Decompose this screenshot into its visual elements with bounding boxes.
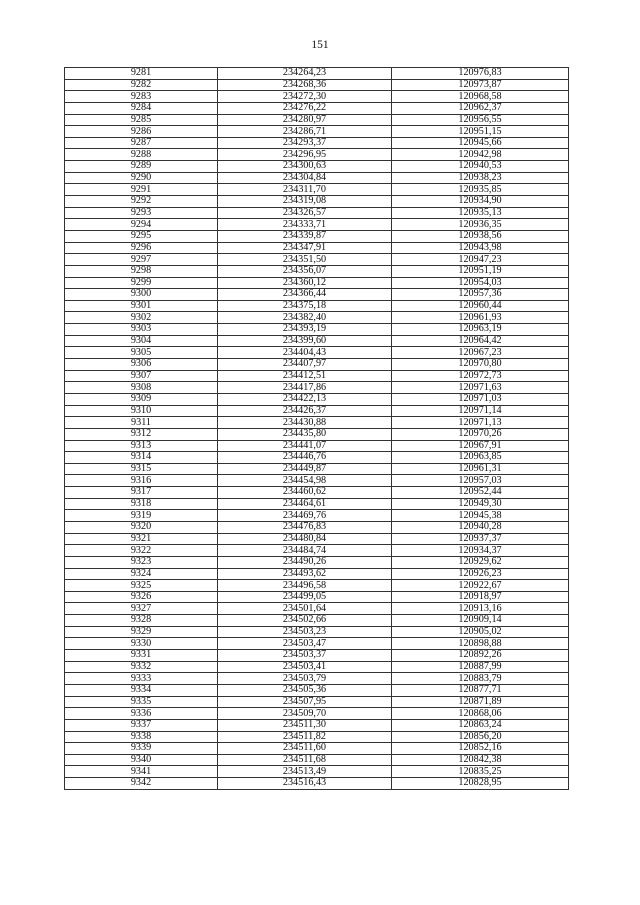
- x-coordinate-cell: 234511,60: [218, 743, 392, 755]
- y-coordinate-cell: 120951,15: [392, 126, 569, 138]
- y-coordinate-cell: 120949,30: [392, 498, 569, 510]
- y-coordinate-cell: 120952,44: [392, 487, 569, 499]
- point-number-cell: 9327: [65, 603, 218, 615]
- point-number-cell: 9341: [65, 766, 218, 778]
- point-number-cell: 9316: [65, 475, 218, 487]
- table-row: [65, 359, 569, 371]
- point-number-cell: 9281: [65, 68, 218, 80]
- x-coordinate-cell: 234422,13: [218, 393, 392, 405]
- table-row: [65, 591, 569, 603]
- x-coordinate-cell: 234407,97: [218, 359, 392, 371]
- y-coordinate-cell: 120960,44: [392, 300, 569, 312]
- page-number: 151: [311, 39, 329, 51]
- point-number-cell: 9288: [65, 149, 218, 161]
- y-coordinate-cell: 120973,87: [392, 79, 569, 91]
- table-row: [65, 324, 569, 336]
- y-coordinate-cell: 120934,37: [392, 545, 569, 557]
- table-row: [65, 149, 569, 161]
- x-coordinate-cell: 234382,40: [218, 312, 392, 324]
- y-coordinate-cell: 120863,24: [392, 719, 569, 731]
- y-coordinate-cell: 120937,37: [392, 533, 569, 545]
- table-row: [65, 556, 569, 568]
- x-coordinate-cell: 234412,51: [218, 370, 392, 382]
- point-number-cell: 9282: [65, 79, 218, 91]
- point-number-cell: 9335: [65, 696, 218, 708]
- table-row: [65, 743, 569, 755]
- y-coordinate-cell: 120956,55: [392, 114, 569, 126]
- y-coordinate-cell: 120856,20: [392, 731, 569, 743]
- x-coordinate-cell: 234490,26: [218, 556, 392, 568]
- table-row: [65, 626, 569, 638]
- x-coordinate-cell: 234304,84: [218, 172, 392, 184]
- table-row: [65, 335, 569, 347]
- table-row: [65, 428, 569, 440]
- table-row: [65, 370, 569, 382]
- x-coordinate-cell: 234430,88: [218, 417, 392, 429]
- table-row: [65, 684, 569, 696]
- point-number-cell: 9294: [65, 219, 218, 231]
- table-row: [65, 300, 569, 312]
- point-number-cell: 9315: [65, 463, 218, 475]
- point-number-cell: 9338: [65, 731, 218, 743]
- x-coordinate-cell: 234319,08: [218, 196, 392, 208]
- point-number-cell: 9325: [65, 580, 218, 592]
- x-coordinate-cell: 234399,60: [218, 335, 392, 347]
- y-coordinate-cell: 120951,19: [392, 265, 569, 277]
- y-coordinate-cell: 120892,26: [392, 650, 569, 662]
- y-coordinate-cell: 120943,98: [392, 242, 569, 254]
- point-number-cell: 9296: [65, 242, 218, 254]
- x-coordinate-cell: 234276,22: [218, 102, 392, 114]
- y-coordinate-cell: 120828,95: [392, 778, 569, 790]
- y-coordinate-cell: 120883,79: [392, 673, 569, 685]
- point-number-cell: 9305: [65, 347, 218, 359]
- table-row: [65, 603, 569, 615]
- point-number-cell: 9328: [65, 615, 218, 627]
- table-row: [65, 580, 569, 592]
- y-coordinate-cell: 120971,03: [392, 393, 569, 405]
- x-coordinate-cell: 234460,62: [218, 487, 392, 499]
- point-number-cell: 9297: [65, 254, 218, 266]
- table-row: [65, 615, 569, 627]
- table-row: [65, 778, 569, 790]
- table-row: [65, 393, 569, 405]
- table-row: [65, 521, 569, 533]
- point-number-cell: 9306: [65, 359, 218, 371]
- y-coordinate-cell: 120905,02: [392, 626, 569, 638]
- y-coordinate-cell: 120913,16: [392, 603, 569, 615]
- y-coordinate-cell: 120957,03: [392, 475, 569, 487]
- y-coordinate-cell: 120926,23: [392, 568, 569, 580]
- y-coordinate-cell: 120909,14: [392, 615, 569, 627]
- table-row: [65, 638, 569, 650]
- x-coordinate-cell: 234513,49: [218, 766, 392, 778]
- x-coordinate-cell: 234351,50: [218, 254, 392, 266]
- table-row: [65, 184, 569, 196]
- y-coordinate-cell: 120962,37: [392, 102, 569, 114]
- point-number-cell: 9332: [65, 661, 218, 673]
- point-number-cell: 9322: [65, 545, 218, 557]
- table-row: [65, 452, 569, 464]
- table-row: [65, 172, 569, 184]
- coordinates-table: [64, 67, 569, 790]
- point-number-cell: 9310: [65, 405, 218, 417]
- point-number-cell: 9301: [65, 300, 218, 312]
- table-row: [65, 475, 569, 487]
- x-coordinate-cell: 234417,86: [218, 382, 392, 394]
- x-coordinate-cell: 234360,12: [218, 277, 392, 289]
- y-coordinate-cell: 120961,31: [392, 463, 569, 475]
- point-number-cell: 9290: [65, 172, 218, 184]
- table-row: [65, 533, 569, 545]
- point-number-cell: 9299: [65, 277, 218, 289]
- y-coordinate-cell: 120918,97: [392, 591, 569, 603]
- y-coordinate-cell: 120935,13: [392, 207, 569, 219]
- y-coordinate-cell: 120934,90: [392, 196, 569, 208]
- x-coordinate-cell: 234493,62: [218, 568, 392, 580]
- y-coordinate-cell: 120971,63: [392, 382, 569, 394]
- point-number-cell: 9331: [65, 650, 218, 662]
- table-row: [65, 661, 569, 673]
- y-coordinate-cell: 120868,06: [392, 708, 569, 720]
- table-row: [65, 766, 569, 778]
- point-number-cell: 9326: [65, 591, 218, 603]
- x-coordinate-cell: 234511,82: [218, 731, 392, 743]
- x-coordinate-cell: 234272,30: [218, 91, 392, 103]
- y-coordinate-cell: 120852,16: [392, 743, 569, 755]
- x-coordinate-cell: 234503,47: [218, 638, 392, 650]
- x-coordinate-cell: 234347,91: [218, 242, 392, 254]
- table-row: [65, 207, 569, 219]
- x-coordinate-cell: 234300,63: [218, 161, 392, 173]
- y-coordinate-cell: 120967,91: [392, 440, 569, 452]
- x-coordinate-cell: 234435,80: [218, 428, 392, 440]
- x-coordinate-cell: 234503,23: [218, 626, 392, 638]
- x-coordinate-cell: 234480,84: [218, 533, 392, 545]
- y-coordinate-cell: 120961,93: [392, 312, 569, 324]
- point-number-cell: 9287: [65, 137, 218, 149]
- y-coordinate-cell: 120945,38: [392, 510, 569, 522]
- table-row: [65, 347, 569, 359]
- y-coordinate-cell: 120938,56: [392, 230, 569, 242]
- point-number-cell: 9303: [65, 324, 218, 336]
- point-number-cell: 9339: [65, 743, 218, 755]
- y-coordinate-cell: 120887,99: [392, 661, 569, 673]
- x-coordinate-cell: 234311,70: [218, 184, 392, 196]
- x-coordinate-cell: 234446,76: [218, 452, 392, 464]
- x-coordinate-cell: 234356,07: [218, 265, 392, 277]
- x-coordinate-cell: 234293,37: [218, 137, 392, 149]
- y-coordinate-cell: 120945,66: [392, 137, 569, 149]
- table-row: [65, 568, 569, 580]
- table-row: [65, 265, 569, 277]
- x-coordinate-cell: 234502,66: [218, 615, 392, 627]
- y-coordinate-cell: 120842,38: [392, 754, 569, 766]
- x-coordinate-cell: 234484,74: [218, 545, 392, 557]
- table-row: [65, 463, 569, 475]
- table-row: [65, 79, 569, 91]
- point-number-cell: 9330: [65, 638, 218, 650]
- table-row: [65, 731, 569, 743]
- table-row: [65, 161, 569, 173]
- x-coordinate-cell: 234509,70: [218, 708, 392, 720]
- point-number-cell: 9312: [65, 428, 218, 440]
- table-row: [65, 487, 569, 499]
- table-row: [65, 545, 569, 557]
- table-row: [65, 91, 569, 103]
- point-number-cell: 9329: [65, 626, 218, 638]
- x-coordinate-cell: 234449,87: [218, 463, 392, 475]
- point-number-cell: 9289: [65, 161, 218, 173]
- point-number-cell: 9336: [65, 708, 218, 720]
- x-coordinate-cell: 234469,76: [218, 510, 392, 522]
- point-number-cell: 9285: [65, 114, 218, 126]
- y-coordinate-cell: 120957,36: [392, 289, 569, 301]
- x-coordinate-cell: 234366,44: [218, 289, 392, 301]
- x-coordinate-cell: 234503,41: [218, 661, 392, 673]
- x-coordinate-cell: 234268,36: [218, 79, 392, 91]
- point-number-cell: 9307: [65, 370, 218, 382]
- x-coordinate-cell: 234503,37: [218, 650, 392, 662]
- table-row: [65, 196, 569, 208]
- point-number-cell: 9337: [65, 719, 218, 731]
- table-row: [65, 230, 569, 242]
- point-number-cell: 9284: [65, 102, 218, 114]
- table-row: [65, 417, 569, 429]
- y-coordinate-cell: 120968,58: [392, 91, 569, 103]
- point-number-cell: 9317: [65, 487, 218, 499]
- point-number-cell: 9318: [65, 498, 218, 510]
- x-coordinate-cell: 234393,19: [218, 324, 392, 336]
- point-number-cell: 9323: [65, 556, 218, 568]
- y-coordinate-cell: 120938,23: [392, 172, 569, 184]
- x-coordinate-cell: 234511,30: [218, 719, 392, 731]
- point-number-cell: 9342: [65, 778, 218, 790]
- y-coordinate-cell: 120940,53: [392, 161, 569, 173]
- table-row: [65, 289, 569, 301]
- table-row: [65, 673, 569, 685]
- table-row: [65, 754, 569, 766]
- y-coordinate-cell: 120922,67: [392, 580, 569, 592]
- x-coordinate-cell: 234499,05: [218, 591, 392, 603]
- point-number-cell: 9314: [65, 452, 218, 464]
- table-row: [65, 137, 569, 149]
- x-coordinate-cell: 234264,23: [218, 68, 392, 80]
- y-coordinate-cell: 120954,03: [392, 277, 569, 289]
- x-coordinate-cell: 234404,43: [218, 347, 392, 359]
- x-coordinate-cell: 234441,07: [218, 440, 392, 452]
- y-coordinate-cell: 120970,26: [392, 428, 569, 440]
- point-number-cell: 9309: [65, 393, 218, 405]
- table-row: [65, 719, 569, 731]
- y-coordinate-cell: 120936,35: [392, 219, 569, 231]
- point-number-cell: 9295: [65, 230, 218, 242]
- table-row: [65, 440, 569, 452]
- x-coordinate-cell: 234505,36: [218, 684, 392, 696]
- x-coordinate-cell: 234516,43: [218, 778, 392, 790]
- point-number-cell: 9321: [65, 533, 218, 545]
- point-number-cell: 9324: [65, 568, 218, 580]
- y-coordinate-cell: 120971,14: [392, 405, 569, 417]
- table-row: [65, 382, 569, 394]
- x-coordinate-cell: 234476,83: [218, 521, 392, 533]
- y-coordinate-cell: 120947,23: [392, 254, 569, 266]
- point-number-cell: 9313: [65, 440, 218, 452]
- y-coordinate-cell: 120963,85: [392, 452, 569, 464]
- table-row: [65, 405, 569, 417]
- y-coordinate-cell: 120967,23: [392, 347, 569, 359]
- y-coordinate-cell: 120971,13: [392, 417, 569, 429]
- point-number-cell: 9300: [65, 289, 218, 301]
- point-number-cell: 9311: [65, 417, 218, 429]
- table-row: [65, 277, 569, 289]
- x-coordinate-cell: 234333,71: [218, 219, 392, 231]
- table-row: [65, 510, 569, 522]
- y-coordinate-cell: 120935,85: [392, 184, 569, 196]
- point-number-cell: 9286: [65, 126, 218, 138]
- point-number-cell: 9340: [65, 754, 218, 766]
- y-coordinate-cell: 120929,62: [392, 556, 569, 568]
- table-row: [65, 650, 569, 662]
- y-coordinate-cell: 120942,98: [392, 149, 569, 161]
- table-row: [65, 254, 569, 266]
- x-coordinate-cell: 234464,61: [218, 498, 392, 510]
- point-number-cell: 9308: [65, 382, 218, 394]
- point-number-cell: 9333: [65, 673, 218, 685]
- point-number-cell: 9320: [65, 521, 218, 533]
- x-coordinate-cell: 234286,71: [218, 126, 392, 138]
- table-row: [65, 498, 569, 510]
- y-coordinate-cell: 120972,73: [392, 370, 569, 382]
- y-coordinate-cell: 120877,71: [392, 684, 569, 696]
- x-coordinate-cell: 234507,95: [218, 696, 392, 708]
- x-coordinate-cell: 234296,95: [218, 149, 392, 161]
- table-row: [65, 696, 569, 708]
- table-row: [65, 126, 569, 138]
- x-coordinate-cell: 234503,79: [218, 673, 392, 685]
- x-coordinate-cell: 234280,97: [218, 114, 392, 126]
- point-number-cell: 9293: [65, 207, 218, 219]
- table-row: [65, 68, 569, 80]
- table-row: [65, 242, 569, 254]
- y-coordinate-cell: 120970,80: [392, 359, 569, 371]
- table-row: [65, 708, 569, 720]
- point-number-cell: 9283: [65, 91, 218, 103]
- x-coordinate-cell: 234426,37: [218, 405, 392, 417]
- point-number-cell: 9319: [65, 510, 218, 522]
- table-row: [65, 312, 569, 324]
- y-coordinate-cell: 120871,89: [392, 696, 569, 708]
- y-coordinate-cell: 120835,25: [392, 766, 569, 778]
- y-coordinate-cell: 120964,42: [392, 335, 569, 347]
- x-coordinate-cell: 234454,98: [218, 475, 392, 487]
- y-coordinate-cell: 120898,88: [392, 638, 569, 650]
- point-number-cell: 9302: [65, 312, 218, 324]
- point-number-cell: 9291: [65, 184, 218, 196]
- y-coordinate-cell: 120976,83: [392, 68, 569, 80]
- x-coordinate-cell: 234339,87: [218, 230, 392, 242]
- x-coordinate-cell: 234496,58: [218, 580, 392, 592]
- point-number-cell: 9304: [65, 335, 218, 347]
- x-coordinate-cell: 234511,68: [218, 754, 392, 766]
- table-row: [65, 219, 569, 231]
- coordinates-table-body: [65, 68, 569, 790]
- point-number-cell: 9298: [65, 265, 218, 277]
- table-row: [65, 114, 569, 126]
- y-coordinate-cell: 120940,28: [392, 521, 569, 533]
- x-coordinate-cell: 234375,18: [218, 300, 392, 312]
- point-number-cell: 9334: [65, 684, 218, 696]
- x-coordinate-cell: 234326,57: [218, 207, 392, 219]
- y-coordinate-cell: 120963,19: [392, 324, 569, 336]
- table-row: [65, 102, 569, 114]
- point-number-cell: 9292: [65, 196, 218, 208]
- x-coordinate-cell: 234501,64: [218, 603, 392, 615]
